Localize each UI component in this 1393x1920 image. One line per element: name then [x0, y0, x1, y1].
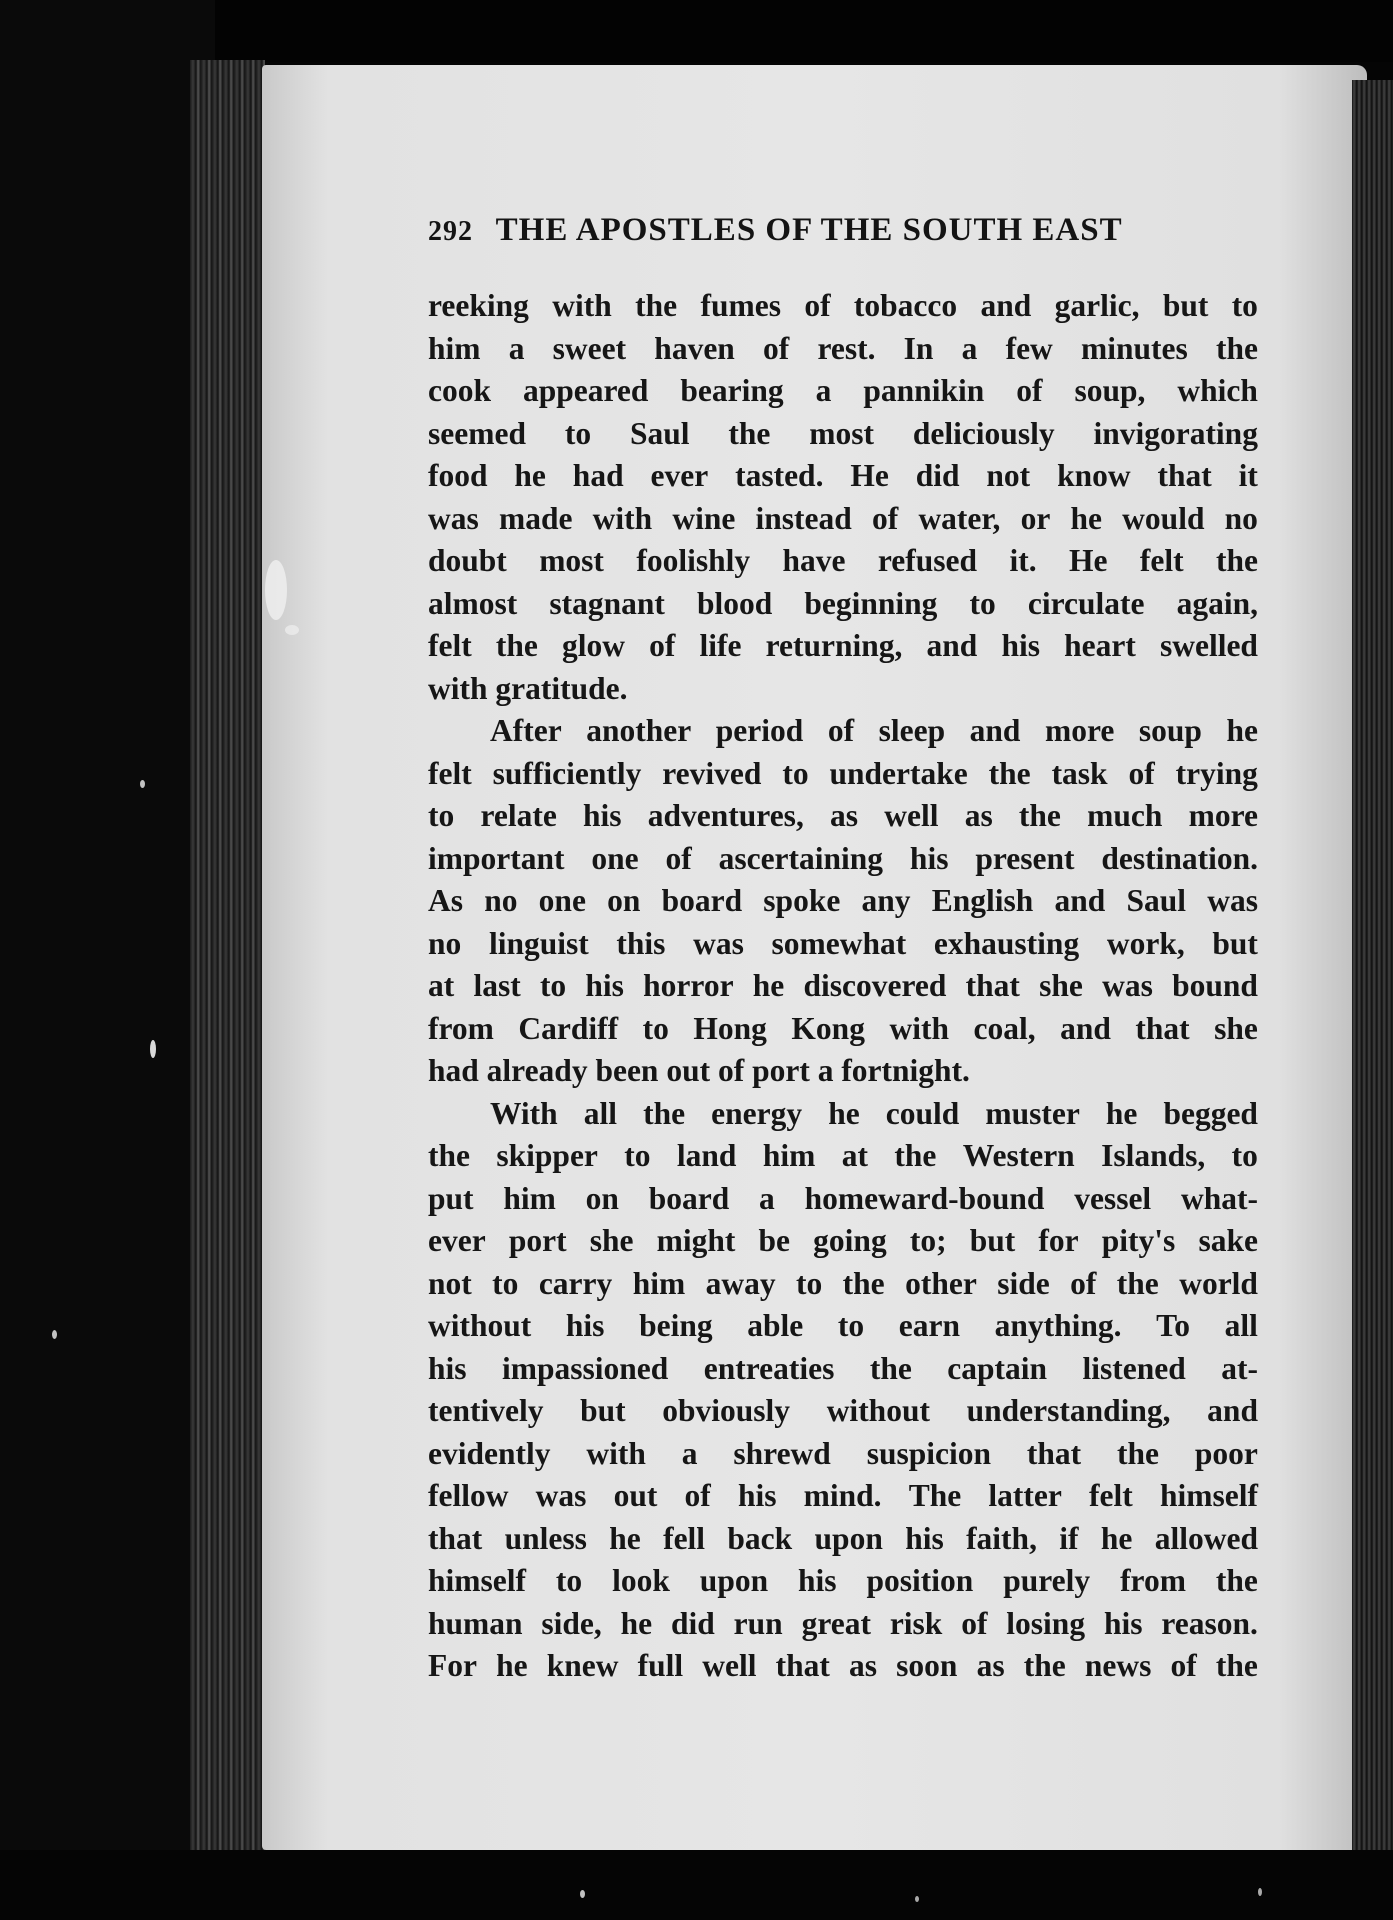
text-line: After another period of sleep and more soup he	[490, 713, 1258, 748]
text-line: not to carry him away to the other side of the world	[428, 1265, 1258, 1301]
text-line: As no one on board spoke any English and Saul was	[428, 883, 1258, 918]
text-line: with gratitude.	[428, 670, 628, 706]
text-line: almost stagnant blood beginning to circulate again,	[428, 585, 1258, 621]
right-page-edge	[1352, 80, 1393, 1860]
text-line: evidently with a shrewd suspicion that the poor	[428, 1435, 1258, 1471]
text-line: put him on board a homeward-bound vessel what-	[428, 1180, 1258, 1216]
text-line: his impassioned entreaties the captain listened at-	[428, 1350, 1258, 1386]
text-line: important one of ascertaining his present destination.	[428, 840, 1258, 876]
text-line: felt sufficiently revived to undertake the task of trying	[428, 755, 1258, 791]
text-line: no linguist this was somewhat exhausting work, but	[428, 925, 1258, 961]
text-line: him a sweet haven of rest. In a few minutes the	[428, 330, 1258, 366]
book-spine-page-edges	[190, 60, 265, 1860]
text-line: food he had ever tasted. He did not know that it	[428, 458, 1258, 493]
scan-left-border	[0, 0, 215, 1920]
text-line: reeking with the fumes of tobacco and garlic, but to	[428, 288, 1258, 323]
text-line: was made with wine instead of water, or he would no	[428, 500, 1258, 536]
text-line: fellow was out of his mind. The latter felt himself	[428, 1478, 1258, 1513]
text-line: ever port she might be going to; but for pity's sake	[428, 1223, 1258, 1258]
text-line: For he knew full well that as soon as the news of the	[428, 1648, 1258, 1683]
page-number: 292	[428, 216, 473, 247]
body-text	[428, 285, 1258, 1688]
text-line: human side, he did run great risk of losing his reason.	[428, 1605, 1258, 1641]
text-line: tentively but obviously without understanding, and	[428, 1393, 1258, 1428]
text-line: to relate his adventures, as well as the much more	[428, 798, 1258, 833]
text-line: With all the energy he could muster he begged	[490, 1095, 1258, 1131]
text-line: doubt most foolishly have refused it. He felt the	[428, 543, 1258, 578]
scan-bottom-border	[0, 1850, 1393, 1920]
text-line: at last to his horror he discovered that she was bound	[428, 968, 1258, 1003]
running-header	[428, 212, 1218, 262]
text-line: himself to look upon his position purely from the	[428, 1563, 1258, 1598]
text-line: without his being able to earn anything. To all	[428, 1308, 1258, 1343]
running-title: THE APOSTLES OF THE SOUTH EAST	[495, 212, 1123, 248]
text-line: cook appeared bearing a pannikin of soup, which	[428, 373, 1258, 408]
text-line: had already been out of port a fortnight.	[428, 1053, 970, 1088]
text-line: from Cardiff to Hong Kong with coal, and that she	[428, 1010, 1258, 1046]
text-line: that unless he fell back upon his faith, if he allowed	[428, 1520, 1258, 1556]
text-line: the skipper to land him at the Western Islands, to	[428, 1138, 1258, 1173]
text-line: felt the glow of life returning, and his heart swelled	[428, 628, 1258, 663]
text-line: seemed to Saul the most deliciously invigorating	[428, 415, 1258, 451]
